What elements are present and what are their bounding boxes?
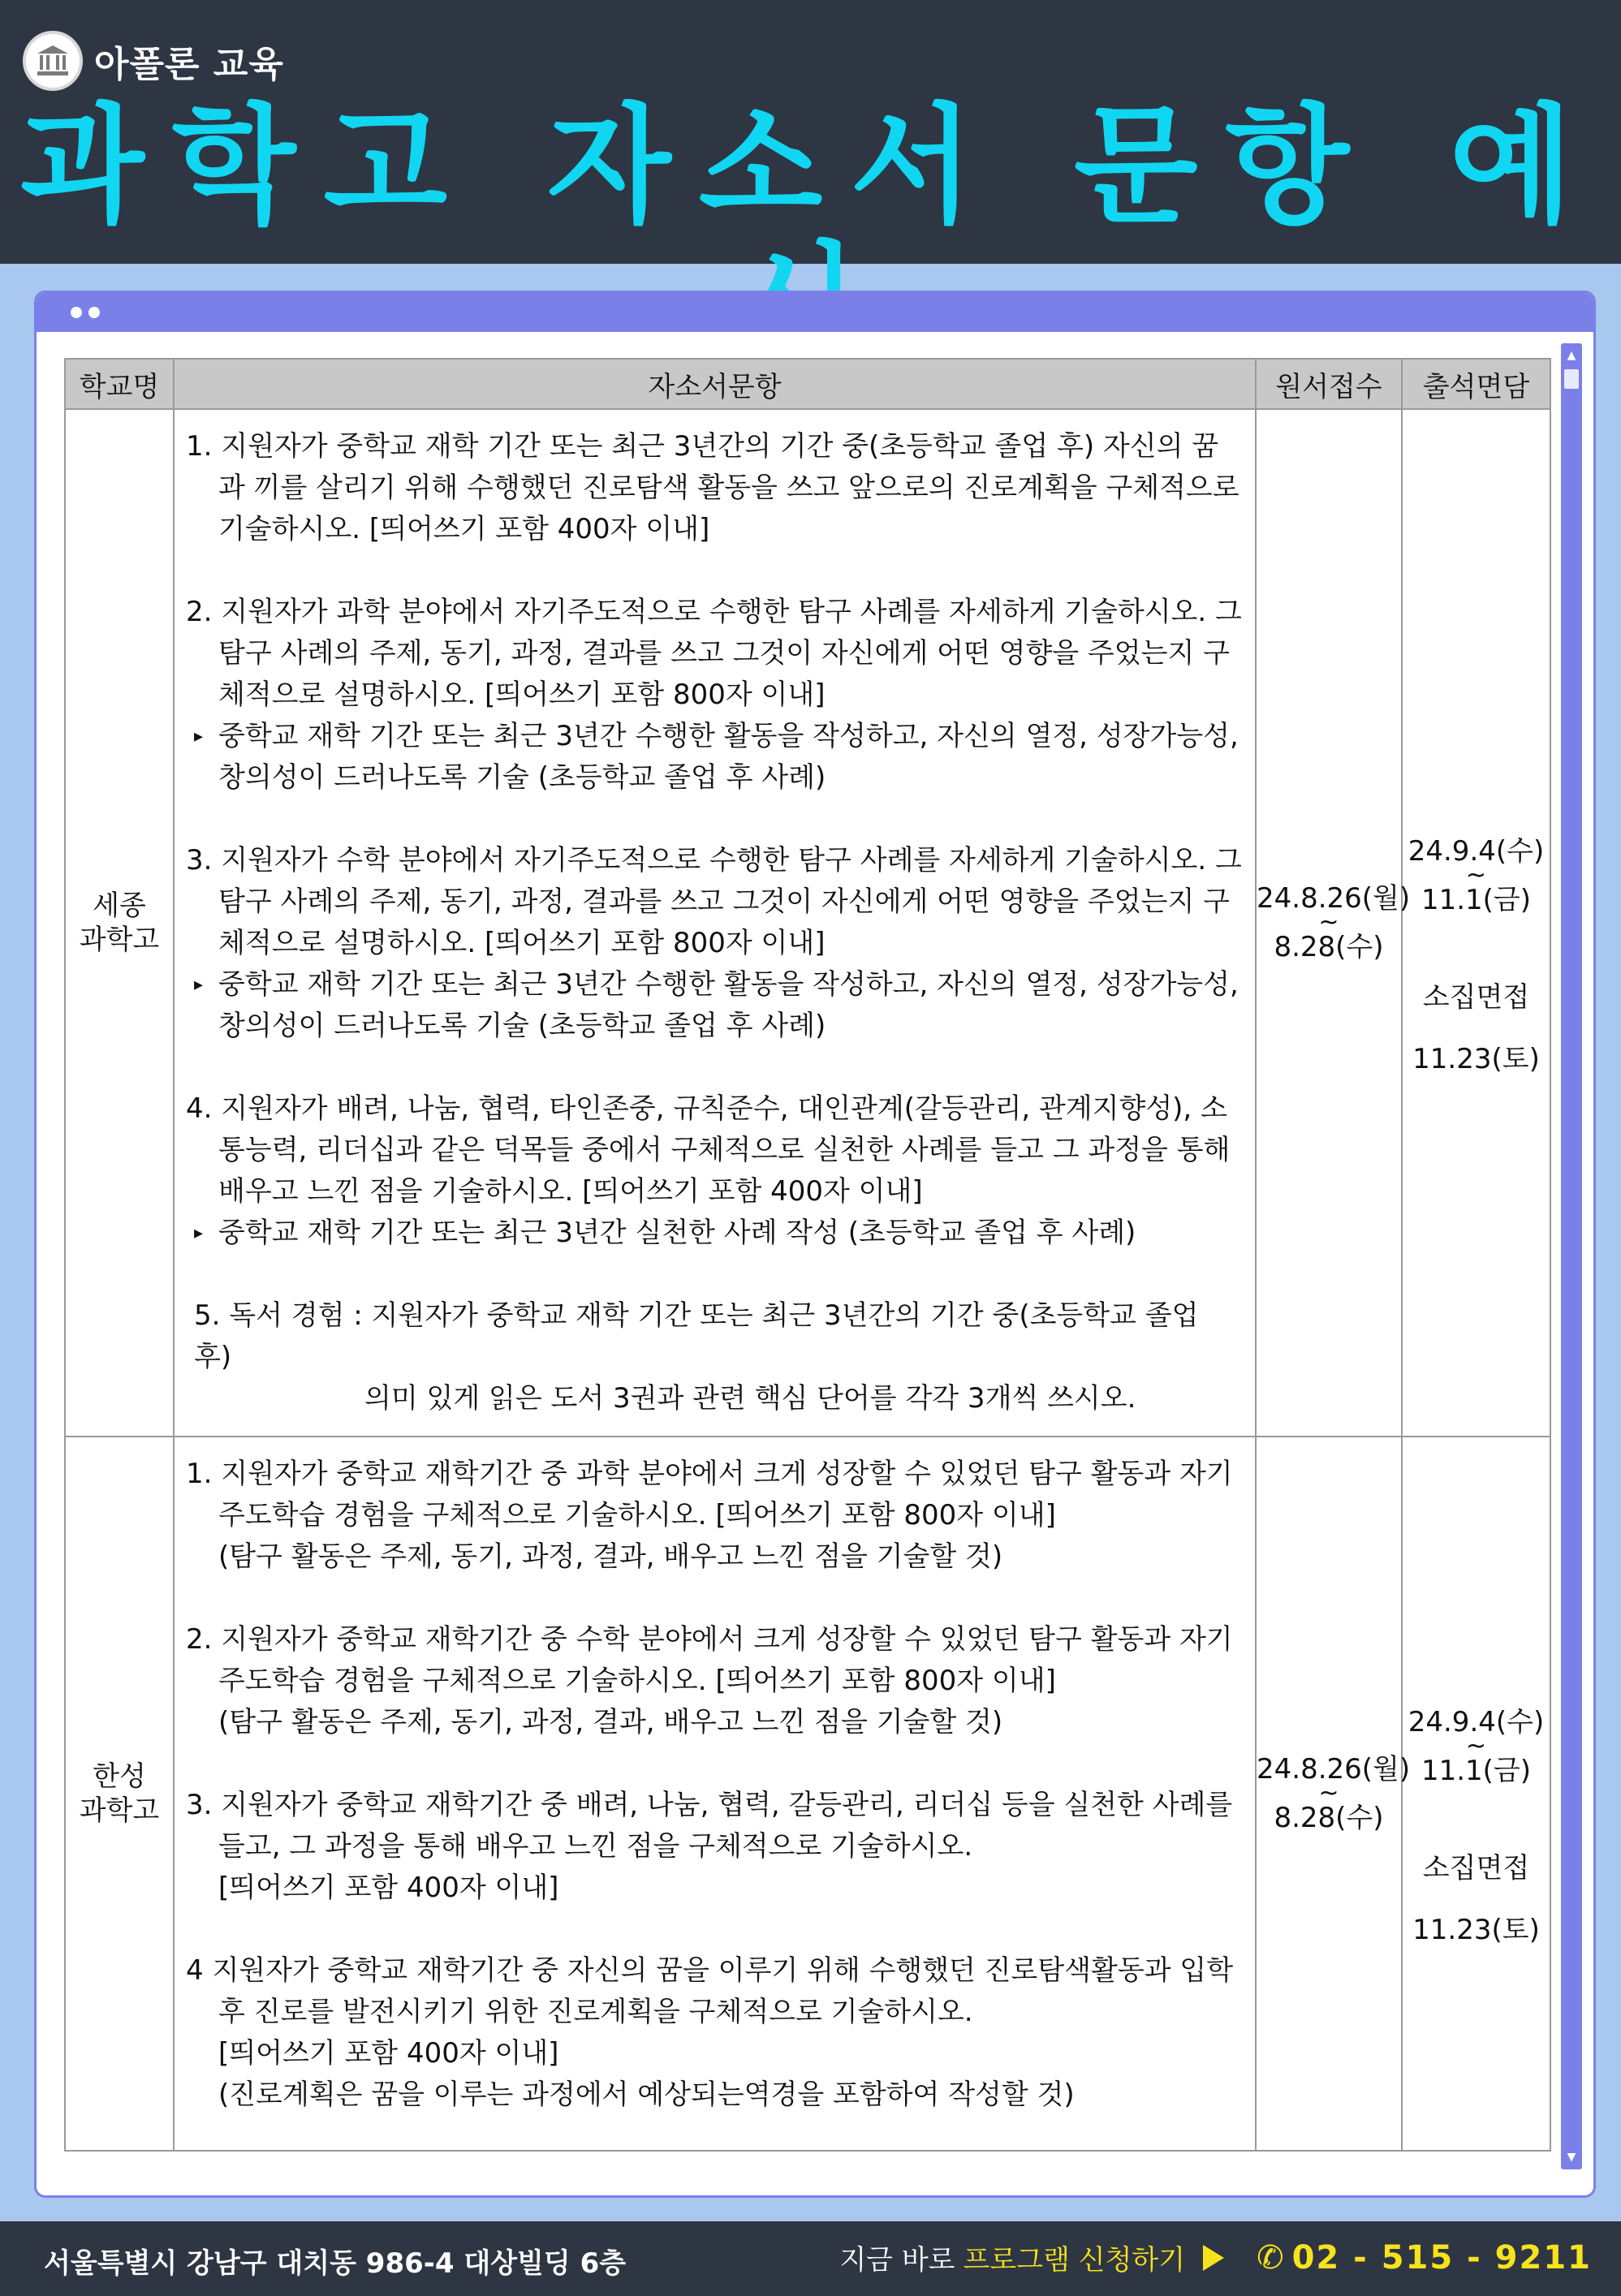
bullet-triangle-icon: ▸ — [194, 1223, 204, 1243]
interview-start: 24.9.4(수) — [1408, 835, 1545, 868]
interview-date-cell — [1402, 409, 1550, 1437]
school-name-line2: 과학고 — [79, 1794, 160, 1827]
question-subnote — [186, 716, 1244, 799]
application-start: 24.8.26(월) — [1257, 1753, 1411, 1786]
application-start: 24.8.26(월) — [1257, 882, 1411, 915]
question-subnote — [186, 1213, 1244, 1254]
question-text: 3. 지원자가 수학 분야에서 자기주도적으로 수행한 탐구 사례를 자세하게 기술하시오. 그 탐구 사례의 주제, 동기, 과정, 결과를 쓰고 그것이 자신에게 어떤 영향을 주었는지 구체적으로 설명하시오. [띄어쓰기 포함 800자 이내] — [186, 844, 1242, 959]
scroll-down-icon[interactable]: ▼ — [1567, 2151, 1576, 2164]
question-text: 4 지원자가 중학교 재학기간 중 자신의 꿈을 이루기 위해 수행했던 진로탐색활동과 입학 후 진로를 발전시키기 위한 진로계획을 구체적으로 기술하시오. — [186, 1954, 1234, 2028]
footer-cta-group[interactable] — [839, 2238, 1592, 2277]
essay-question-table — [64, 358, 1551, 2152]
question-item — [186, 1785, 1244, 1909]
school-name-line1: 한성 — [93, 1760, 146, 1793]
footer-address: 서울특별시 강남구 대치동 986-4 대상빌딩 6층 — [44, 2247, 627, 2280]
header-application: 원서접수 — [1256, 359, 1402, 409]
header — [0, 0, 1621, 264]
interview-start: 24.9.4(수) — [1408, 1706, 1545, 1738]
date-separator: ~ — [1465, 861, 1487, 890]
questions-cell — [174, 409, 1256, 1437]
window-title-bar — [37, 293, 1593, 332]
question-subnote-text: 중학교 재학 기간 또는 최근 3년간 실천한 사례 작성 (초등학교 졸업 후 사례) — [218, 1217, 1136, 1249]
school-name-cell — [65, 1437, 174, 2151]
question-item — [186, 592, 1244, 799]
question-text: 2. 지원자가 중학교 재학기간 중 수학 분야에서 크게 성장할 수 있었던 탐구 활동과 자기주도학습 경험을 구체적으로 기술하시오. [띄어쓰기 포함 800자 이내] — [186, 1623, 1233, 1697]
header-interview: 출석면담 — [1402, 359, 1550, 409]
scroll-up-icon[interactable]: ▲ — [1567, 349, 1576, 362]
question-subnote — [186, 964, 1244, 1047]
date-separator: ~ — [1318, 908, 1339, 937]
question-item — [186, 1454, 1244, 1578]
window-dot-icon — [88, 307, 100, 318]
bullet-triangle-icon: ▸ — [194, 975, 204, 995]
question-note: (탐구 활동은 주제, 동기, 과정, 결과, 배우고 느낀 점을 기술할 것) — [218, 1540, 1003, 1573]
question-text: 5. 독서 경험 : 지원자가 중학교 재학 기간 또는 최근 3년간의 기간 중(초등학교 졸업 후) — [194, 1299, 1199, 1373]
interview-date: 11.23(토) — [1412, 1914, 1540, 1946]
question-note: [띄어쓰기 포함 400자 이내] — [218, 1872, 559, 1904]
apply-program-link[interactable]: 프로그램 신청하기 — [963, 2244, 1186, 2277]
header-questions: 자소서문항 — [174, 359, 1256, 409]
bullet-triangle-icon: ▸ — [194, 726, 204, 747]
brand-logo[interactable] — [23, 31, 284, 91]
content-window — [34, 291, 1596, 2198]
question-text: 3. 지원자가 중학교 재학기간 중 배려, 나눔, 협력, 갈등관리, 리더십 등을 실천한 사례를 들고, 그 과정을 통해 배우고 느낀 점을 구체적으로 기술하시오. — [186, 1789, 1233, 1863]
questions-cell — [174, 1437, 1256, 2151]
table-row — [65, 409, 1550, 1437]
cta-prefix: 지금 바로 — [839, 2244, 955, 2277]
question-note: [띄어쓰기 포함 400자 이내] — [218, 2037, 559, 2070]
application-end: 8.28(수) — [1274, 1802, 1384, 1834]
table-header-row — [65, 359, 1550, 409]
interview-label: 소집면접 — [1422, 1852, 1530, 1885]
question-note: (진로계획은 꿈을 이루는 과정에서 예상되는역경을 포함하여 작성할 것) — [218, 2078, 1075, 2111]
application-date-cell — [1256, 1437, 1411, 2151]
window-dot-icon — [71, 307, 82, 318]
interview-end: 11.1(금) — [1421, 1755, 1532, 1787]
header-school: 학교명 — [65, 359, 174, 409]
phone-number[interactable]: 02 - 515 - 9211 — [1291, 2238, 1592, 2277]
date-separator: ~ — [1318, 1779, 1339, 1807]
window-body — [37, 332, 1593, 2195]
vertical-scrollbar[interactable] — [1561, 343, 1582, 2169]
question-subnote-text: 중학교 재학 기간 또는 최근 3년간 수행한 활동을 작성하고, 자신의 열정, 성장가능성, 창의성이 드러나도록 기술 (초등학교 졸업 후 사례) — [218, 968, 1239, 1042]
page-title: 과학고 자소서 문항 예 — [20, 92, 1601, 241]
interview-date-cell — [1402, 1437, 1550, 2151]
phone-icon: ✆ — [1257, 2238, 1284, 2277]
question-note: (탐구 활동은 주제, 동기, 과정, 결과, 배우고 느낀 점을 기술할 것) — [218, 1706, 1003, 1738]
question-item — [186, 1619, 1244, 1743]
brand-name: 아폴론 교육 — [94, 44, 284, 85]
date-separator: ~ — [1465, 1732, 1487, 1760]
question-text: 1. 지원자가 중학교 재학기간 중 과학 분야에서 크게 성장할 수 있었던 탐구 활동과 자기주도학습 경험을 구체적으로 기술하시오. [띄어쓰기 포함 800자 이내] — [186, 1458, 1233, 1531]
question-item — [186, 1088, 1244, 1254]
interview-label: 소집면접 — [1422, 981, 1530, 1014]
question-text: 1. 지원자가 중학교 재학 기간 또는 최근 3년간의 기간 중(초등학교 졸업 후) 자신의 꿈과 끼를 살리기 위해 수행했던 진로탐색 활동을 쓰고 앞으로의 진로계획을 구체적으로 기술하시오. [띄어쓰기 포함 400자 이내] — [186, 430, 1239, 545]
interview-end: 11.1(금) — [1421, 884, 1532, 916]
scrollbar-thumb[interactable] — [1564, 369, 1579, 389]
school-name-cell — [65, 409, 174, 1437]
school-name-line1: 세종 — [93, 890, 146, 922]
footer — [0, 2221, 1621, 2296]
question-subnote-text: 중학교 재학 기간 또는 최근 3년간 수행한 활동을 작성하고, 자신의 열정, 성장가능성, 창의성이 드러나도록 기술 (초등학교 졸업 후 사례) — [218, 720, 1239, 794]
interview-date: 11.23(토) — [1412, 1043, 1540, 1075]
question-text: 4. 지원자가 배려, 나눔, 협력, 타인존중, 규칙준수, 대인관계(갈등관리, 관계지향성), 소통능력, 리더십과 같은 덕목들 중에서 구체적으로 실천한 사례를 들고 그 과정을 통해 배우고 느낀 점을 기술하시오. [띄어쓰기 포함 400자 이내] — [186, 1092, 1231, 1208]
school-name-line2: 과학고 — [79, 924, 160, 956]
question-text-continued: 의미 있게 읽은 도서 3권과 관련 핵심 단어를 각각 3개씩 쓰시오. — [364, 1382, 1136, 1415]
question-item — [186, 1950, 1244, 2116]
question-item — [186, 1295, 1244, 1419]
table-row — [65, 1437, 1550, 2151]
application-date-cell — [1256, 409, 1411, 1437]
logo-icon — [23, 31, 83, 91]
question-item — [186, 840, 1244, 1047]
question-text: 2. 지원자가 과학 분야에서 자기주도적으로 수행한 탐구 사례를 자세하게 기술하시오. 그 탐구 사례의 주제, 동기, 과정, 결과를 쓰고 그것이 자신에게 어떤 영향을 주었는지 구체적으로 설명하시오. [띄어쓰기 포함 800자 이내] — [186, 596, 1242, 711]
application-end: 8.28(수) — [1274, 931, 1384, 963]
play-icon — [1203, 2245, 1224, 2271]
question-item — [186, 426, 1244, 550]
